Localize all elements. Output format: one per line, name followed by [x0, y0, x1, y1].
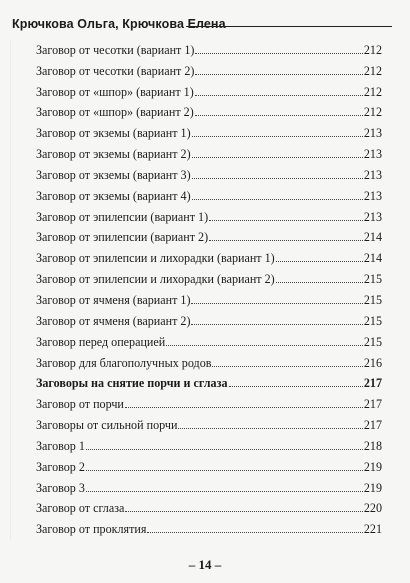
- toc-entry: [18, 495, 382, 516]
- toc-entry-page: 212: [363, 105, 382, 120]
- dot-leader: [229, 386, 363, 387]
- toc-entry: [18, 224, 382, 245]
- dot-leader: [147, 532, 362, 533]
- toc-entry-title: Заговор от «шпор» (вариант 2): [36, 105, 194, 120]
- toc-entry-title: Заговор 3: [36, 480, 85, 495]
- toc-entry-page: 217: [363, 418, 382, 433]
- toc-entry-title: Заговор от порчи: [36, 397, 124, 412]
- toc-entry-title: Заговор от чесотки (вариант 1): [36, 42, 195, 57]
- toc-entry: [18, 307, 382, 328]
- toc-entry-title: Заговор от экземы (вариант 2): [36, 147, 191, 162]
- toc-entry-title: Заговор от чесотки (вариант 2): [36, 63, 195, 78]
- dot-leader: [191, 324, 362, 325]
- dot-leader: [209, 240, 363, 241]
- toc-entry-page: 213: [363, 209, 382, 224]
- toc-entry: [18, 119, 382, 140]
- page-gutter-shadow: [10, 40, 11, 540]
- toc-entry-title: Заговор от эпилепсии и лихорадки (вариант 2): [36, 272, 275, 287]
- toc-entry: [18, 78, 382, 99]
- dot-leader: [178, 428, 362, 429]
- dot-leader: [195, 115, 363, 116]
- toc-entry: [18, 286, 382, 307]
- toc-entry-page: 212: [363, 63, 382, 78]
- toc-entry-page: 214: [363, 230, 382, 245]
- toc-entry-page: 215: [363, 292, 382, 307]
- toc-entry: [18, 349, 382, 370]
- toc-entry: [18, 265, 382, 286]
- toc-entry-page: 220: [363, 501, 382, 516]
- toc-entry-title: Заговор от экземы (вариант 3): [36, 167, 191, 182]
- toc-entry: [18, 161, 382, 182]
- toc-entry-title: Заговор от «шпор» (вариант 1): [36, 84, 194, 99]
- toc-entry: [18, 453, 382, 474]
- toc-entry-page: 214: [363, 251, 382, 266]
- toc-entry-title: Заговор 2: [36, 459, 85, 474]
- dot-leader: [192, 178, 363, 179]
- toc-entry-title: Заговор от эпилепсии и лихорадки (вариант 1): [36, 251, 275, 266]
- toc-entry-title: Заговор 1: [36, 438, 85, 453]
- dot-leader: [192, 199, 363, 200]
- toc-entry-page: 213: [363, 147, 382, 162]
- dot-leader: [86, 449, 363, 450]
- toc-entry: [18, 99, 382, 120]
- toc-entry-title: Заговор от ячменя (вариант 2): [36, 313, 191, 328]
- dot-leader: [195, 53, 362, 54]
- dot-leader: [86, 491, 363, 492]
- toc-entry: [18, 474, 382, 495]
- toc-entry: [18, 515, 382, 536]
- toc-entry-page: 219: [363, 459, 382, 474]
- toc-entry-page: 212: [363, 42, 382, 57]
- toc-entry: [18, 203, 382, 224]
- toc-entry-title: Заговоры от сильной порчи: [36, 418, 178, 433]
- toc-entry: [18, 140, 382, 161]
- toc-entry-title: Заговор от экземы (вариант 1): [36, 126, 191, 141]
- toc-entry-title: Заговор от проклятия: [36, 522, 147, 537]
- dot-leader: [125, 511, 363, 512]
- toc-entry: [18, 182, 382, 203]
- toc-entry-page: 216: [363, 355, 382, 370]
- dot-leader: [166, 345, 363, 346]
- toc-entry-title: Заговор перед операцией: [36, 334, 166, 349]
- dot-leader: [209, 220, 363, 221]
- toc-entry-page: 219: [363, 480, 382, 495]
- toc-entry-page: 217: [363, 376, 382, 391]
- toc-entry: [18, 411, 382, 432]
- toc-entry: [18, 57, 382, 78]
- toc-entry-title: Заговор от эпилепсии (вариант 2): [36, 230, 209, 245]
- toc-entry-page: 218: [363, 438, 382, 453]
- dot-leader: [212, 366, 362, 367]
- dot-leader: [276, 282, 363, 283]
- toc-entry-page: 215: [363, 334, 382, 349]
- dot-leader: [86, 470, 363, 471]
- toc-entry: [18, 328, 382, 349]
- toc-entry-page: 215: [363, 272, 382, 287]
- toc-entry-page: 217: [363, 397, 382, 412]
- toc-section-heading: [18, 370, 382, 391]
- toc-entry: [18, 36, 382, 57]
- dot-leader: [125, 407, 363, 408]
- toc-entry-page: 213: [363, 126, 382, 141]
- toc-entry: [18, 244, 382, 265]
- toc-entry-page: 213: [363, 167, 382, 182]
- page-number: – 14 –: [188, 557, 222, 572]
- toc-entry-page: 215: [363, 313, 382, 328]
- toc-entry-title: Заговор от ячменя (вариант 1): [36, 292, 191, 307]
- toc-entry-page: 221: [363, 522, 382, 537]
- toc-entry-title: Заговор для благополучных родов: [36, 355, 212, 370]
- dot-leader: [195, 74, 362, 75]
- dot-leader: [276, 261, 363, 262]
- dot-leader: [192, 136, 363, 137]
- running-head: Крючкова Ольга, Крючкова Елена: [12, 17, 226, 31]
- toc-entry-title: Заговор от экземы (вариант 4): [36, 188, 191, 203]
- dot-leader: [192, 157, 363, 158]
- table-of-contents: [18, 36, 382, 536]
- header-rule: [186, 26, 392, 27]
- toc-entry: [18, 390, 382, 411]
- toc-entry-page: 212: [363, 84, 382, 99]
- toc-entry: [18, 432, 382, 453]
- dot-leader: [195, 95, 363, 96]
- toc-entry-title: Заговор от эпилепсии (вариант 1): [36, 209, 209, 224]
- toc-entry-page: 213: [363, 188, 382, 203]
- toc-entry-title: Заговор от сглаза: [36, 501, 125, 516]
- toc-entry-title: Заговоры на снятие порчи и сглаза: [36, 376, 228, 391]
- dot-leader: [191, 303, 362, 304]
